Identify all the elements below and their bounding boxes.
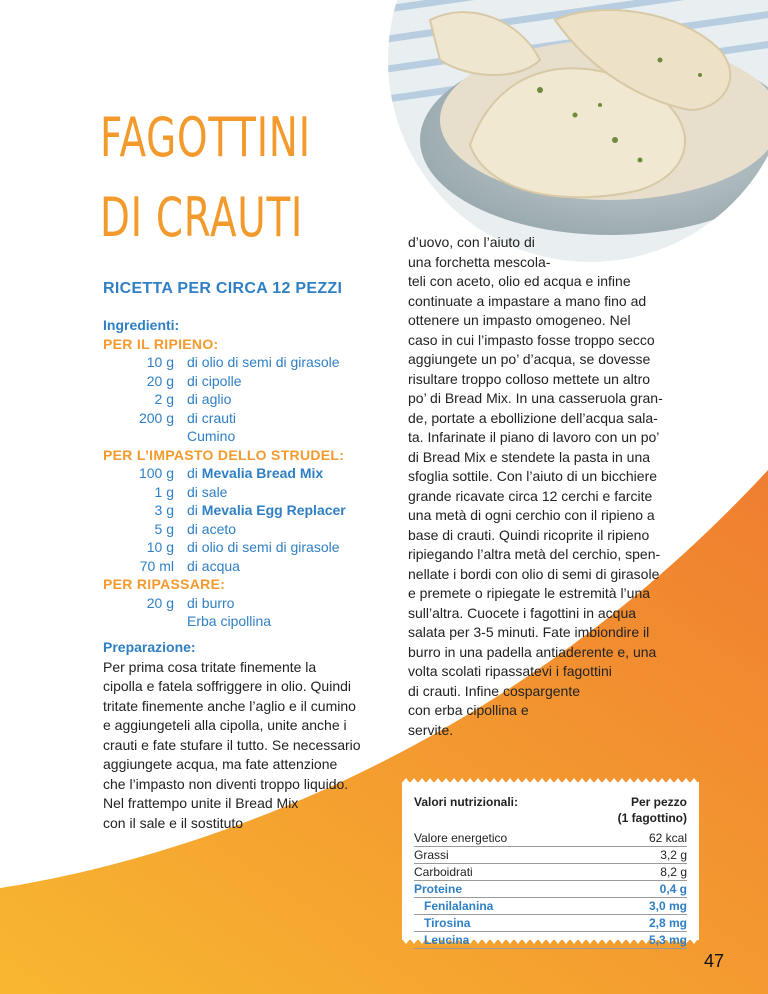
ingredient-desc-text: di acqua	[187, 557, 240, 574]
continuation-line: d’uovo, con l’aiuto di	[408, 234, 535, 250]
filling-heading: PER IL RIPIENO:	[103, 335, 219, 352]
ingredient-row	[103, 372, 393, 391]
nutrition-row	[414, 898, 687, 915]
ingredient-qty: 100 g	[138, 465, 174, 481]
ingredient-row	[103, 390, 393, 409]
continuation-line: continuate a impastare a mano fino ad	[408, 292, 647, 309]
continuation-line: servite.	[408, 721, 454, 738]
continuation-line: base di crauti. Quindi ricoprite il ripieno	[408, 526, 650, 543]
nutrition-value: 5,3 mg	[648, 933, 687, 947]
preparation-line: tritate finemente anche l’aglio e il cumino	[103, 697, 356, 714]
preparation-heading: Preparazione:	[103, 639, 196, 655]
continuation-line: aggiungete un po’ d’acqua, se dovesse	[408, 351, 651, 367]
nutrition-heading: Valori nutrizionali:	[414, 795, 519, 809]
ingredient-qty	[103, 427, 187, 446]
ingredients-block	[103, 316, 393, 631]
nutrition-label: Leucina	[424, 933, 470, 947]
continuation-line: con erba cipollina e	[408, 702, 529, 718]
ingredient-desc-text: di aceto	[187, 520, 237, 537]
nutrition-label: Tirosina	[424, 916, 471, 930]
ingredient-row	[103, 501, 393, 520]
nutrition-row	[414, 881, 687, 898]
continuation-line: nellate i bordi con olio di semi di girasole	[408, 565, 660, 582]
ingredient-desc: di burro	[187, 594, 235, 611]
nutrition-value: 3,0 mg	[648, 899, 687, 913]
ingredient-qty: 10 g	[146, 354, 174, 370]
ingredient-qty: 10 g	[146, 539, 174, 555]
nutrition-row	[414, 830, 687, 847]
continuation-line: caso in cui l’impasto fosse troppo secco	[408, 331, 655, 348]
continuation-line: e premete o ripiegate le estremità l’una	[408, 585, 651, 601]
dough-heading: PER L’IMPASTO DELLO STRUDEL:	[103, 446, 345, 463]
ingredient-row	[103, 353, 393, 372]
ingredient-row	[103, 464, 393, 483]
preparation-block	[103, 638, 388, 833]
page-number: 47	[704, 951, 725, 971]
nutrition-column-header	[618, 794, 687, 826]
nutrition-value: 2,8 mg	[648, 916, 687, 930]
nutrition-label: Fenilalanina	[424, 899, 494, 913]
nutrition-row	[414, 915, 687, 932]
ingredients-heading: Ingredienti:	[103, 317, 180, 333]
filling-list	[103, 353, 393, 446]
ingredient-row	[103, 520, 393, 539]
ingredient-desc	[187, 464, 393, 483]
dumplings-photo	[380, 0, 768, 270]
product-name: Mevalia Bread Mix	[201, 465, 324, 481]
continuation-line: burro in una padella antiaderente e, una	[408, 643, 657, 660]
preparation-continued-text	[408, 233, 708, 740]
ingredient-desc	[187, 483, 393, 502]
ingredient-qty	[103, 612, 187, 631]
continuation-line: ta. Infarinate il piano di lavoro con un po’	[408, 429, 660, 445]
product-name: Mevalia Egg Replacer	[201, 502, 346, 518]
nutrition-row	[414, 864, 687, 881]
preparation-text	[103, 658, 388, 834]
nutrition-header	[414, 794, 687, 826]
nutrition-label: Proteine	[414, 882, 463, 896]
ingredient-desc-text: di	[187, 465, 202, 481]
column-header-line2: (1 fagottino)	[617, 811, 687, 825]
nutrition-label: Valore energetico	[414, 831, 508, 845]
ingredient-desc: di olio di semi di girasole	[187, 354, 340, 370]
continuation-line: di crauti. Infine cospargente	[408, 682, 580, 699]
preparation-line: cipolla e fatela soffriggere in olio. Quindi	[103, 678, 352, 694]
recipe-title-line2: DI CRAUTI	[100, 186, 304, 249]
preparation-line: con il sale e il sostituto	[103, 814, 244, 831]
ingredient-desc-text: di sale	[187, 483, 228, 500]
ingredient-qty: 5 g	[154, 520, 174, 537]
ingredient-row	[103, 427, 393, 446]
continuation-line: volta scolati ripassatevi i fagottini	[408, 663, 612, 679]
continuation-line: sull’altra. Cuocete i fagottini in acqua	[408, 604, 637, 621]
nutrition-label: Grassi	[414, 848, 449, 862]
ingredient-desc-text: di olio di semi di girasole	[187, 539, 340, 555]
ingredient-desc	[187, 538, 393, 557]
preparation-line: aggiungete acqua, ma fate attenzione	[103, 756, 338, 772]
preparation-line: Per prima cosa tritate finemente la	[103, 658, 317, 675]
ingredient-row	[103, 409, 393, 428]
ingredient-row	[103, 594, 393, 613]
preparation-line: Nel frattempo unite il Bread Mix	[103, 795, 299, 811]
continuation-line: una forchetta mescola-	[408, 253, 551, 270]
nutrition-value: 62 kcal	[648, 831, 687, 845]
ingredient-qty: 1 g	[154, 483, 174, 500]
ingredient-desc: di crauti	[187, 409, 237, 426]
nutrition-row	[414, 847, 687, 864]
continuation-line: risultare troppo colloso mettete un altro	[408, 370, 651, 387]
continuation-line: ottenere un impasto omogeneo. Nel	[408, 312, 631, 328]
ingredient-qty: 20 g	[146, 594, 174, 611]
ingredient-qty: 200 g	[138, 409, 174, 426]
ingredient-desc-text: di	[187, 502, 202, 518]
column-header-line1: Per pezzo	[630, 795, 687, 809]
ingredient-desc: di aglio	[187, 391, 232, 407]
preparation-line: e aggiungeteli alla cipolla, unite anche i	[103, 717, 347, 733]
ingredient-desc	[187, 501, 393, 520]
continuation-line: ripiegando l’altra metà del cerchio, spen-	[408, 546, 661, 562]
ingredient-row	[103, 557, 393, 576]
continuation-line: teli con aceto, olio ed acqua e infine	[408, 273, 631, 289]
continuation-line: sfoglia sottile. Con l’aiuto di un bicchiere	[408, 468, 658, 484]
ingredient-desc	[187, 520, 393, 539]
nutrition-table	[402, 782, 699, 947]
recipe-title-line1: FAGOTTINI	[100, 106, 311, 169]
ingredient-qty: 20 g	[146, 372, 174, 389]
nutrition-value: 0,4 g	[659, 882, 687, 896]
ingredient-row	[103, 483, 393, 502]
nutrition-rows	[414, 830, 687, 949]
ingredient-desc: Erba cipollina	[187, 613, 272, 629]
nutrition-label: Carboidrati	[414, 865, 473, 879]
ingredient-qty: 2 g	[154, 391, 174, 407]
ingredient-desc: Cumino	[187, 428, 236, 444]
ingredient-row	[103, 538, 393, 557]
continuation-line: grande ricavate circa 12 cerchi e farcite	[408, 487, 653, 504]
continuation-line: una metà di ogni cerchio con il ripieno a	[408, 507, 655, 523]
recipe-yield: RICETTA PER CIRCA 12 PEZZI	[103, 280, 343, 297]
continuation-line: salata per 3-5 minuti. Fate imbiondire il	[408, 624, 650, 640]
nutrition-value: 3,2 g	[660, 848, 687, 862]
finish-list	[103, 594, 393, 631]
ingredient-desc: di cipolle	[187, 372, 242, 389]
continuation-line: de, portate a ebollizione dell’acqua sala-	[408, 409, 658, 426]
continuation-line: di Bread Mix e stendete la pasta in una	[408, 448, 651, 465]
preparation-line: crauti e fate stufare il tutto. Se necessario	[103, 736, 361, 753]
finish-heading: PER RIPASSARE:	[103, 576, 226, 592]
ingredient-desc	[187, 557, 393, 576]
ticket-edge-top	[402, 777, 699, 783]
preparation-line: che l’impasto non diventi troppo liquido.	[103, 775, 349, 792]
dough-list	[103, 464, 393, 575]
ingredient-qty: 3 g	[154, 502, 174, 518]
continuation-line: po’ di Bread Mix. In una casseruola gran-	[408, 390, 663, 406]
ingredient-qty: 70 ml	[139, 557, 174, 574]
nutrition-value: 8,2 g	[660, 865, 687, 879]
nutrition-row	[414, 932, 687, 949]
ingredient-row	[103, 612, 393, 631]
